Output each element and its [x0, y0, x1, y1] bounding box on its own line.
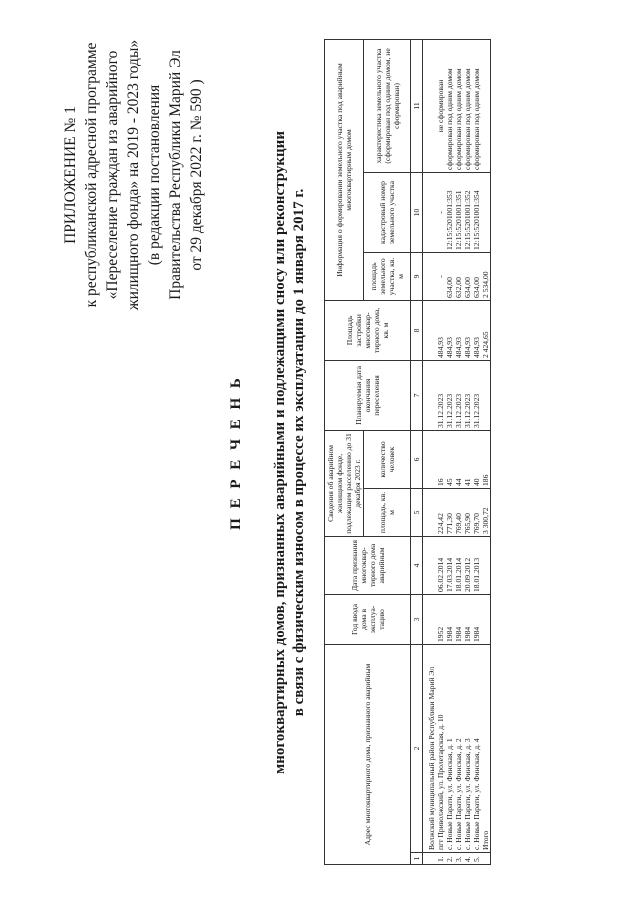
appendix-line: ПРИЛОЖЕНИЕ № 1	[62, 106, 79, 244]
header-land-char: характеристика земельного участка (сформирован под одним домом, не сформирован)	[364, 39, 411, 172]
column-number: 8	[411, 300, 423, 360]
header-year: Год ввода дома в эксплуа-тацию	[325, 594, 411, 644]
row-land-area: -	[436, 252, 445, 300]
row-cadastral: 12:15:5201001:351	[454, 172, 463, 252]
column-number: 5	[411, 488, 423, 536]
row-planned: 31.12.2023	[445, 360, 454, 430]
row-people: 44	[454, 430, 463, 488]
header-people: количество человек	[364, 430, 411, 488]
row-address: с. Новые Парати, ул. Финская, д. 1	[445, 644, 454, 852]
column-number: 9	[411, 252, 423, 300]
row-land-area: 634,00	[472, 252, 481, 300]
table-row	[454, 39, 463, 864]
row-land-area: 634,00	[463, 252, 472, 300]
row-land-area: 634,00	[445, 252, 454, 300]
header-date-recognition: Дата признания многоквар-тирного дома аварийным	[325, 536, 411, 594]
row-area: 224,42	[436, 488, 445, 536]
row-building: 484,93	[454, 300, 463, 360]
column-number: 4	[411, 536, 423, 594]
column-number: 1	[411, 853, 423, 865]
header-cadastral: кадастровый номер земельного участка	[364, 172, 411, 252]
header-land-area: площадь земельного участка, кв. м	[364, 252, 411, 300]
header-address: Адрес многоквартирного дома, признанного аварийным	[325, 644, 411, 864]
row-date: 06.02.2014	[436, 536, 445, 594]
row-building: 484,93	[436, 300, 445, 360]
row-area: 771,30	[445, 488, 454, 536]
row-area: 769,70	[472, 488, 481, 536]
row-char: не сформирован	[436, 39, 445, 172]
row-address: пгт Приволжский, ул. Пролетарская, д. 10	[436, 644, 445, 852]
row-people: 40	[472, 430, 481, 488]
row-number: 5.	[472, 853, 481, 865]
header-emergency-group: Сведения об аварийном жилищном фонде, подлежащем расселению до 31 декабря 2023 г.	[325, 430, 364, 536]
column-number: 6	[411, 430, 423, 488]
column-number: 11	[411, 39, 423, 172]
total-area: 3 300,72	[481, 488, 491, 536]
column-number: 2	[411, 644, 423, 852]
row-land-area: 632,00	[454, 252, 463, 300]
row-char: сформирован под одним домом	[463, 39, 472, 172]
row-date: 20.09.2012	[463, 536, 472, 594]
header-land-group: Информация о формировании земельного участка под аварийным многоквартирным домом	[325, 39, 364, 300]
total-building: 2 424,65	[481, 300, 491, 360]
table-row	[445, 39, 454, 864]
row-area: 765,90	[463, 488, 472, 536]
row-year: 1984	[454, 594, 463, 644]
header-building-area: Площадь застройки многоквар-тирного дома, кв. м	[325, 300, 411, 360]
total-people: 186	[481, 430, 491, 488]
houses-table	[324, 39, 491, 865]
row-char: сформирован под одним домом	[472, 39, 481, 172]
column-number: 7	[411, 360, 423, 430]
column-number: 3	[411, 594, 423, 644]
row-year: 1984	[463, 594, 472, 644]
row-planned: 31.12.2023	[436, 360, 445, 430]
document-title	[228, 40, 309, 865]
title-heading: П Е Р Е Ч Е Н Ь	[228, 375, 244, 530]
row-year: 1984	[445, 594, 454, 644]
row-year: 1984	[472, 594, 481, 644]
row-date: 18.01.2014	[454, 536, 463, 594]
row-area: 769,40	[454, 488, 463, 536]
row-address: с. Новые Парати, ул. Финская, д. 4	[472, 644, 481, 852]
row-people: 41	[463, 430, 472, 488]
row-cadastral: 12:15:5201001:354	[472, 172, 481, 252]
row-building: 484,93	[463, 300, 472, 360]
header-planned-date: Планируемая дата окончания переселения	[325, 360, 411, 430]
row-date: 17.03.2014	[445, 536, 454, 594]
row-cadastral: 12:15:5201001:353	[445, 172, 454, 252]
row-people: 45	[445, 430, 454, 488]
row-building: 484,93	[472, 300, 481, 360]
row-address: с. Новые Парати, ул. Финская, д. 3	[463, 644, 472, 852]
appendix-line: жилищного фонда» на 2019 - 2023 годы»	[125, 39, 142, 311]
row-planned: 31.12.2023	[454, 360, 463, 430]
total-row	[481, 39, 491, 864]
row-address: с. Новые Парати, ул. Финская, д. 2	[454, 644, 463, 852]
row-char: сформирован под одним домом	[454, 39, 463, 172]
header-area: площадь, кв. м	[364, 488, 411, 536]
row-char: сформирован под одним домом	[445, 39, 454, 172]
table-row	[463, 39, 472, 864]
table-row	[472, 39, 481, 864]
row-cadastral: 12:15:5201001:352	[463, 172, 472, 252]
row-number: 4.	[463, 853, 472, 865]
row-date: 18.01.2013	[472, 536, 481, 594]
row-number: 1.	[436, 853, 445, 865]
row-year: 1952	[436, 594, 445, 644]
appendix-line: Правительства Республики Марий Эл	[167, 50, 184, 300]
title-subheading: в связи с физическим износом в процессе их эксплуатации до 1 января 2017 г.	[291, 188, 307, 717]
total-land-area: 2 534,00	[481, 252, 491, 300]
row-planned: 31.12.2023	[472, 360, 481, 430]
appendix-line: от 29 декабря 2022 г. № 590 )	[188, 79, 205, 271]
row-number: 3.	[454, 853, 463, 865]
appendix-header	[60, 25, 207, 325]
appendix-line: (в редакции постановления	[146, 84, 163, 266]
appendix-line: «Переселение граждан из аварийного	[104, 50, 121, 300]
title-subheading: многоквартирных домов, признанных аварийными и подлежащими сносу или реконструкции	[272, 131, 288, 774]
row-people: 16	[436, 430, 445, 488]
row-planned: 31.12.2023	[463, 360, 472, 430]
row-cadastral: -	[436, 172, 445, 252]
column-number: 10	[411, 172, 423, 252]
row-number: 2.	[445, 853, 454, 865]
region-name: Волжский муниципальный район Республики Марий Эл	[423, 644, 437, 852]
row-building: 484,93	[445, 300, 454, 360]
region-row	[423, 39, 437, 864]
table-row	[436, 39, 445, 864]
appendix-line: к республиканской адресной программе	[83, 42, 100, 308]
total-label: Итого	[481, 644, 491, 852]
